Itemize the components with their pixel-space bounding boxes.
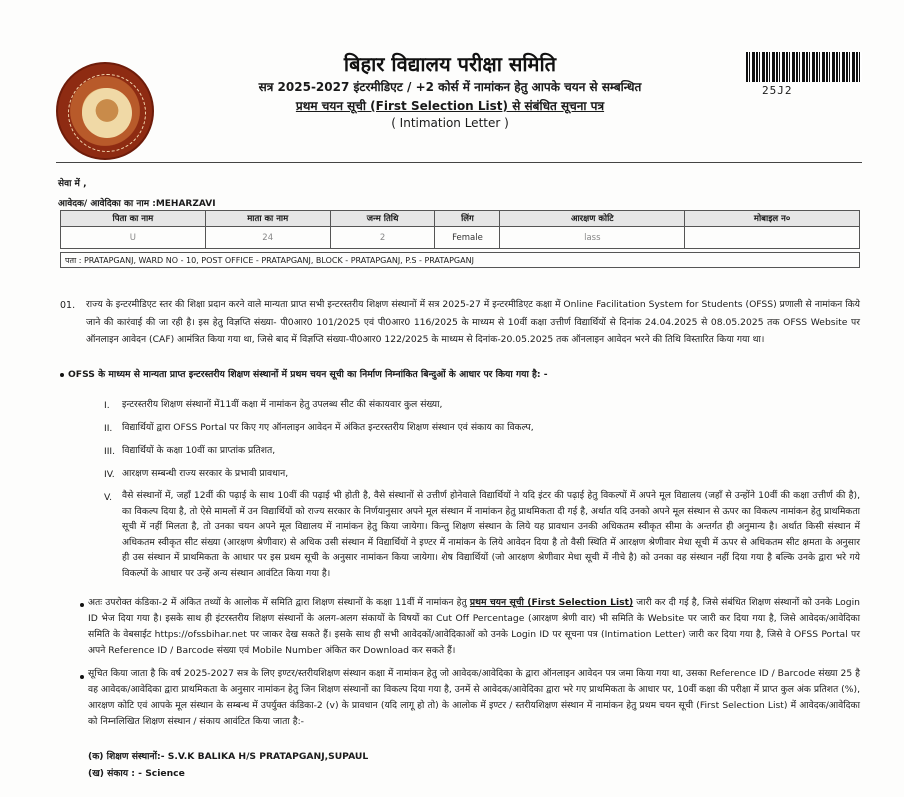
- para-number-01: 01.: [60, 300, 76, 311]
- point-number: IV.: [104, 469, 115, 480]
- point-number: III.: [104, 446, 116, 457]
- address-line: पता : PRATAPGANJ, WARD NO - 10, POST OFFICE - PRATAPGANJ, BLOCK - PRATAPGANJ, P.S - PRATAPGANJ: [60, 252, 860, 268]
- paragraph-01: राज्य के इन्टरमीडिएट स्तर की शिक्षा प्रदान करने वाले मान्यता प्राप्त सभी इन्टरस्तरीय शिक्षण संस्थानों में सत्र 2025-27 में इन्टरमीडिएट कक्षा में Online Facilitation System for Students (OFSS) प्रणाली से नामांकन किये जाने की कारंवाई की जा रही है। इस हेतु विज्ञप्ति संख्या- पी0आर0 101/2025 एवं पी0आर0 116/2025 के माध्यम से 10वीं कक्षा उत्तीर्ण विद्यार्थियों से दिनांक 24.04.2025 से 08.05.2025 तक OFSS Website पर ऑनलाइन आवेदन (CAF) आमंत्रित किया गया था, जिसे बाद में विज्ञप्ति संख्या-पी0आर0 122/2025 के माध्यम से दिनांक-20.05.2025 तक ऑनलाइन आवेदन भरने की तिथि विस्तारित किया गया था।: [86, 299, 860, 345]
- institution-line: [88, 748, 788, 766]
- applicant-details-table: [60, 210, 860, 249]
- point-number: V.: [104, 492, 113, 503]
- father-name-value: U: [61, 227, 206, 249]
- first-selection-list-highlight: प्रथम चयन सूची (First Selection List): [469, 597, 634, 608]
- col-mother-name: माता का नाम: [205, 211, 330, 227]
- header-subtitle-selection-list: प्रथम चयन सूची (First Selection List) से संबंधित सूचना पत्र: [295, 99, 605, 113]
- header-divider: [56, 162, 862, 163]
- org-title: बिहार विद्यालय परीक्षा समिति: [343, 52, 557, 76]
- table-row: [61, 227, 860, 249]
- col-dob: जन्म तिथि: [330, 211, 435, 227]
- barcode-image: [746, 52, 862, 82]
- institution-value: S.V.K BALIKA H/S PRATAPGANJ,SUPAUL: [167, 751, 369, 762]
- dob-value: 2: [330, 227, 435, 249]
- bseb-seal-logo: [56, 62, 154, 160]
- faculty-label: (ख) संकाय : -: [88, 768, 142, 779]
- mobile-value: [685, 227, 860, 249]
- col-reservation-category: आरक्षण कोटि: [500, 211, 685, 227]
- bullet2-post: जारी कर दी गई है, जिसे संबंधित शिक्षण संस्थानों को उनके Login ID भेज दिया गया है। इसके साथ ही इंटरस्तरीय शिक्षण संस्थानों के अलग-अलग संकायों के विषयों का Cut Off Percentage (आरक्षण श्रेणी वार) भी समिति के Website पर जारी कर दिया गया है, जिसे आवेदक/आवेदिका समिति के वेबसाईट https://ofssbihar.net पर जाकर देख सकते हैं। इसके साथ ही सभी आवेदकों/आवेदिकाओं को उनके Login ID पर सूचना पत्र (Intimation Letter) जारी कर दिया गया है, जिसे वे OFSS Portal पर अपने Reference ID / Barcode संख्या एवं Mobile Number अंकित कर Download कर सकते हैं।: [88, 597, 861, 656]
- faculty-value: Science: [145, 768, 185, 779]
- header-intimation-letter: ( Intimation Letter ): [391, 116, 509, 130]
- applicant-name-line: आवेदक/ आवेदिका का नाम :MEHARZAVI: [58, 199, 216, 209]
- point-text: वैसे संस्थानों में, जहाँ 12वीं की पढ़ाई के साथ 10वीं की पढ़ाई भी होती है, वैसे संस्थानों से उत्तीर्ण होनेवाले विद्यार्थियों ने यदि इंटर की पढ़ाई हेतु विकल्पों में अपने मूल विद्यालय (जहाँ से उन्होंने 10वीं की कक्षा उत्तीर्ण की है), का विकल्प दिया है, तो ऐसे मामलों में उन विद्यार्थियों को राज्य सरकार के निर्णयानुसार अपने मूल संस्थान में नामांकन हेतु प्राथमिकता दी गई है, अर्थात यदि उनको अपने मूल संस्थान से ऊपर का विकल्प नामांकन हेतु प्राथमिकता सूची में नहीं मिलता है, तो उनका चयन अपने मूल विद्यालय में नामांकन हेतु किया जायेगा। किन्तु शिक्षण संस्थान के लिये यह प्रावधान उनकी अधिकतम स्वीकृत सीमा के अन्तर्गत ही अनुमान्य है। अर्थात किसी संस्थान में अधिकतम स्वीकृत सीट संख्या (आरक्षण श्रेणीवार) से अधिक उसी संस्थान में विद्यार्थियों ने इण्टर में नामांकन के लिये आवेदन दिया है तो वैसी स्थिति में आरक्षण श्रेणीवार मेधा सूची में ऊपर से अधिकतम सीट क्षमता के अनुसार ही उस संस्थान में प्राथमिकता के आधार पर इस प्रथम सूची के अनुसार नामांकन किया जायेगा। शेष विद्यार्थियों (जो आरक्षण श्रेणीवार मेधा सूची में नीचे है) को उनका वह संस्थान नहीं दिया गया है बल्कि उनके द्वारा भरे गये विकल्पों के आधार पर उन्हें अन्य संस्थान आवंटित किया गया है।: [122, 490, 860, 579]
- col-gender: लिंग: [435, 211, 500, 227]
- mother-name-value: 24: [205, 227, 330, 249]
- faculty-line: [88, 765, 788, 783]
- col-mobile: मोबाइल न०: [685, 211, 860, 227]
- bullet-dot: [80, 603, 84, 607]
- point-number: I.: [104, 400, 110, 411]
- bullet-allotment-notice: सूचित किया जाता है कि वर्ष 2025-2027 सत्र के लिए इण्टर/स्तरीयशिक्षण संस्थान कक्षा में नामांकन हेतु जो आवेदक/आवेदिका के द्वारा ऑनलाइन आवेदन पत्र जमा किया गया था, उसका Reference ID / Barcode संख्या 25 है वह आवेदक/आवेदिका द्वारा प्राथमिकता के अनुसार नामांकन हेतु जिन शिक्षण संस्थानों का विकल्प दिया गया है, उनमें से आवेदक/आवेदिका द्वारा भरे गए प्राथमिकता के आधार पर, 10वीं कक्षा की परीक्षा में प्राप्त कुल अंक प्रतिशत (%), आरक्षण कोटि एवं आपके मूल संस्थान के सम्बन्ध में उपर्युक्त कंडिका-2 (v) के प्रावधान (यदि लागू हो तो) के आलोक में इण्टर / स्तरीयशिक्षण संस्थान में नामांकन हेतु प्रथम चयन सूची (First Selection List) में आवेदक/आवेदिका को निम्नलिखित शिक्षण संस्थान / संकाय आवंटित किया जाता है:-: [88, 668, 860, 727]
- point-text: इन्टरस्तरीय शिक्षण संस्थानों में11वीं कक्षा में नामांकन हेतु उपलब्ध सीट की संकायवार कुल संख्या,: [122, 399, 443, 410]
- col-father-name: पिता का नाम: [61, 211, 206, 227]
- bullet-ofss-basis: OFSS के माध्यम से मान्यता प्राप्त इन्टरस्तरीय शिक्षण संस्थानों में प्रथम चयन सूची का निर्माण निम्नांकित बिन्दुओं के आधार पर किया गया है: -: [68, 369, 548, 380]
- point-number: II.: [104, 423, 113, 434]
- point-text: विद्यार्थियों के कक्षा 10वीं का प्राप्तांक प्रतिशत,: [122, 445, 276, 456]
- point-text: विद्यार्थियों द्वारा OFSS Portal पर किए गए ऑनलाइन आवेदन में अंकित इन्टरस्तरीय शिक्षण संस्थान एवं संकाय का विकल्प,: [122, 422, 534, 433]
- seal-emblem: [82, 88, 132, 138]
- bullet-dot: [80, 675, 84, 679]
- barcode-number: 25J2: [762, 84, 793, 97]
- table-header-row: [61, 211, 860, 227]
- bullet-selection-list-issued: [88, 595, 860, 659]
- category-value: lass: [500, 227, 685, 249]
- header-subtitle: सत्र 2025-2027 इंटरमीडिएट / +2 कोर्स में नामांकन हेतु आपके चयन से सम्बन्धित: [258, 80, 642, 94]
- bullet2-pre: अतः उपरोक्त कंडिका-2 में अंकित तथ्यों के आलोक में समिति द्वारा शिक्षण संस्थानों के कक्षा 11वीं में नामांकन हेतु: [88, 597, 470, 608]
- salutation: सेवा में ,: [58, 179, 87, 189]
- institution-label: (क) शिक्षण संस्थानों:-: [88, 751, 165, 762]
- point-text: आरक्षण सम्बन्धी राज्य सरकार के प्रभावी प्रावधान,: [122, 468, 289, 479]
- gender-value: Female: [435, 227, 500, 249]
- bullet-dot: [60, 373, 64, 377]
